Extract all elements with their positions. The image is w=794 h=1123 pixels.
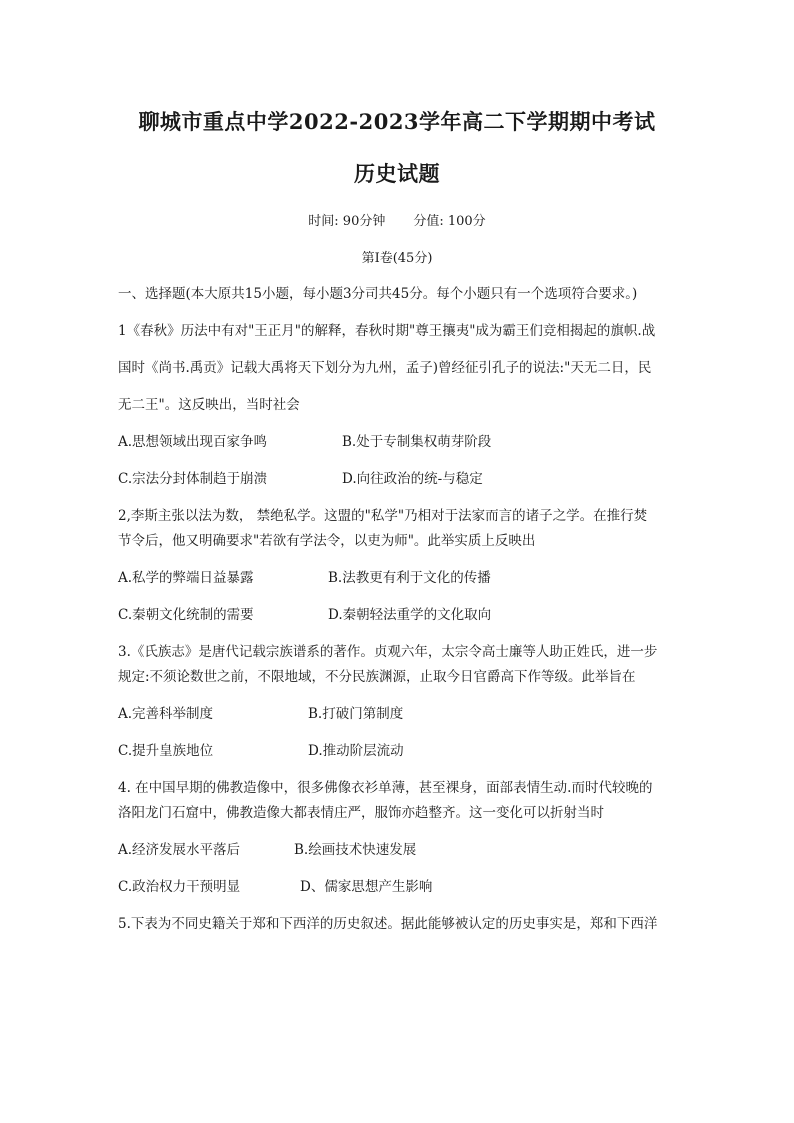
- exam-subtitle: 历史试题: [354, 161, 440, 186]
- question-4-option-c[interactable]: C.政治权力干预明显: [118, 879, 241, 895]
- volume-label: 第I卷(45分): [361, 251, 433, 266]
- question-4-option-d[interactable]: D、儒家思想产生影响: [300, 879, 433, 895]
- question-2-option-c[interactable]: C.秦朝文化统制的需要: [118, 607, 254, 623]
- question-3-option-c[interactable]: C.提升皇族地位: [118, 743, 214, 759]
- section-instructions: 一、选择题(本大原共15小题，每小题3分司共45分。每个小题只有一个选项符合要求。): [118, 286, 638, 302]
- question-2-line-2: 节令后，他又明确要求"若欲有学法令，以吏为师"。此举实质上反映出: [118, 533, 536, 549]
- question-1-option-b[interactable]: B.处于专制集权萌芽阶段: [342, 434, 492, 450]
- exam-score: 分值: 100分: [413, 214, 486, 229]
- exam-title: 聊城市重点中学2022-2023学年高二下学期期中考试: [138, 109, 656, 134]
- question-3-option-b[interactable]: B.打破门第制度: [308, 706, 404, 722]
- question-4-line-2: 洛阳龙门石窟中，佛教造像大都表情庄严，服饰亦趋整齐。这一变化可以折射当时: [118, 805, 604, 821]
- question-4-option-b[interactable]: B.绘画技术快速发展: [294, 842, 417, 858]
- question-1-option-a[interactable]: A.思想领域出现百家争鸣: [118, 434, 268, 450]
- question-2-option-a[interactable]: A.私学的弊端日益暴露: [118, 570, 254, 586]
- question-2-option-b[interactable]: B.法教更有利于文化的传播: [328, 570, 491, 586]
- question-1-option-c[interactable]: C.宗法分封体制趋于崩溃: [118, 471, 268, 487]
- question-1-line-1: 1《春秋》历法中有对"王正月"的解释，春秋时期"尊王攘夷"成为霸王们竞相揭起的旗帜.战: [118, 323, 656, 339]
- question-5-line-1: 5.下表为不同史籍关于郑和下西洋的历史叙述。据此能够被认定的历史事实是，郑和下西洋: [118, 916, 658, 932]
- exam-time: 时间: 90分钟: [308, 214, 386, 229]
- question-1-option-d[interactable]: D.向往政治的统-与稳定: [342, 471, 483, 487]
- question-1-line-3: 无二王"。这反映出，当时社会: [118, 397, 300, 413]
- question-3-option-a[interactable]: A.完善科举制度: [118, 706, 214, 722]
- question-3-line-2: 规定:不须论数世之前，不限地域，不分民族渊源，止取今日官爵高下作等级。此举旨在: [118, 669, 636, 685]
- question-1-line-2: 国时《尚书.禹贡》记载大禹将天下划分为九州，孟子)曾经征引孔子的说法:"天无二日，民: [118, 360, 652, 376]
- question-2-line-1: 2,李斯主张以法为数， 禁绝私学。这盟的"私学"乃相对于法家而言的诸子之学。在推行焚: [118, 508, 648, 524]
- question-4-option-a[interactable]: A.经济发展水平落后: [118, 842, 241, 858]
- question-3-option-d[interactable]: D.推动阶层流动: [308, 743, 404, 759]
- question-2-option-d[interactable]: D.秦朝轻法重学的文化取向: [328, 607, 492, 623]
- exam-meta: [0, 210, 794, 229]
- question-3-line-1: 3.《氏族志》是唐代记载宗族谱系的著作。贞观六年，太宗令高士廉等人助正姓氏，进一步: [118, 644, 658, 660]
- question-4-line-1: 4. 在中国早期的佛教造像中，很多佛像衣衫单薄，甚至裸身，面部表情生动.而时代较晚的: [118, 780, 653, 796]
